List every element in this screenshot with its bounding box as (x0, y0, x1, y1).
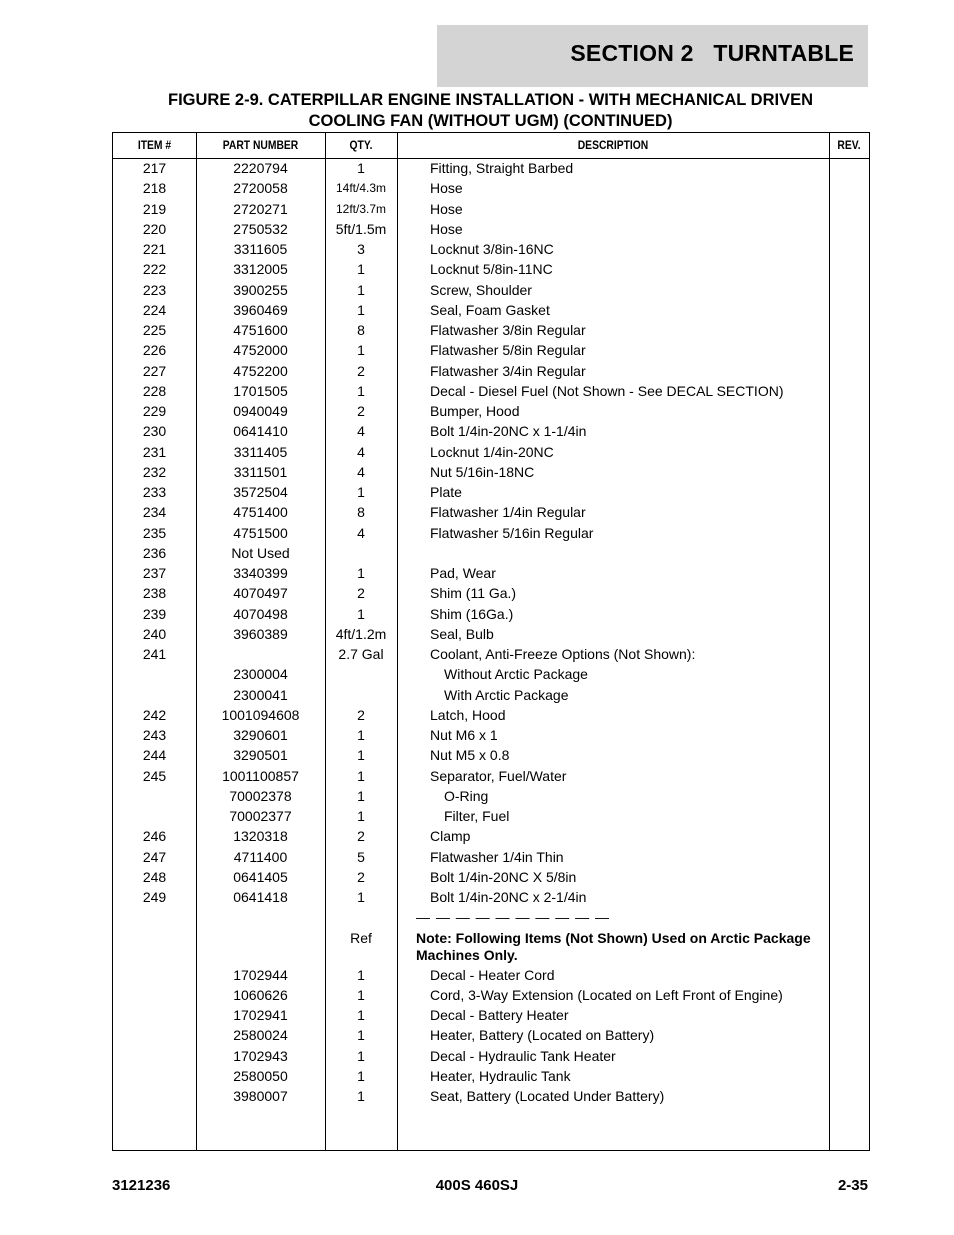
part-number: 0641405 (233, 868, 288, 885)
part-number: Not Used (231, 544, 290, 561)
table-row (113, 786, 869, 806)
table-row (113, 965, 869, 985)
part-number: 3572504 (233, 484, 288, 500)
description: Clamp (430, 828, 471, 845)
item-number: 218 (142, 180, 167, 197)
item-number: 233 (142, 484, 167, 500)
part-number: 3900255 (233, 281, 288, 298)
figure-title-line-2: COOLING FAN (WITHOUT UGM) (CONTINUED) (308, 112, 673, 130)
table-row (113, 421, 869, 441)
part-number: 0940049 (233, 403, 288, 419)
description: Cord, 3-Way Extension (Located on Left Front of Engine) (430, 986, 783, 1003)
item-number: 248 (142, 868, 167, 885)
item-number: 224 (142, 301, 167, 318)
item-number: 243 (142, 727, 167, 743)
part-number: 0641410 (233, 423, 288, 440)
table-row (113, 1025, 869, 1045)
footer-document-number: 3121236 (112, 1177, 171, 1194)
footer-model: 400S 460SJ (435, 1177, 519, 1194)
table-row (113, 280, 869, 300)
description: Locknut 3/8in-16NC (430, 241, 554, 257)
part-number: 1702943 (233, 1047, 288, 1064)
item-number: 227 (142, 362, 167, 379)
table-row (113, 320, 869, 340)
description: — — — — — — — — — — (416, 909, 611, 926)
description: Bolt 1/4in-20NC x 1-1/4in (430, 423, 587, 440)
description: With Arctic Package (444, 686, 569, 703)
section-title: SECTION 2 TURNTABLE (570, 40, 854, 66)
quantity: 1 (357, 160, 365, 176)
part-number: 2300004 (233, 666, 288, 683)
description: Screw, Shoulder (430, 281, 532, 298)
description: Locknut 1/4in-20NC (430, 443, 554, 460)
description: Heater, Hydraulic Tank (430, 1067, 571, 1084)
item-number: 217 (142, 160, 167, 176)
description: Nut 5/16in-18NC (430, 463, 535, 480)
part-number: 2750532 (233, 220, 288, 237)
item-number: 231 (142, 443, 167, 460)
part-number: 70002378 (229, 787, 292, 804)
item-number: 247 (142, 848, 167, 865)
table-row (113, 907, 869, 927)
part-number: 3980007 (233, 1088, 288, 1104)
description: Decal - Heater Cord (430, 966, 555, 983)
quantity: 1 (357, 986, 365, 1003)
part-number: 4711400 (233, 848, 288, 865)
table-row (113, 502, 869, 522)
quantity: 1 (357, 1007, 365, 1023)
description: Seal, Foam Gasket (430, 301, 550, 318)
part-number: 1702944 (233, 966, 288, 983)
table-row (113, 340, 869, 360)
description: Nut M5 x 0.8 (430, 747, 510, 764)
part-number: 2580050 (233, 1067, 288, 1084)
quantity: 1 (357, 605, 365, 622)
description: Separator, Fuel/Water (430, 767, 567, 784)
description: Locknut 5/8in-11NC (430, 261, 553, 278)
item-number: 234 (142, 504, 167, 521)
quantity: Ref (350, 929, 372, 946)
part-number: 3290601 (233, 727, 288, 743)
table-row (113, 543, 869, 563)
description: Without Arctic Package (444, 666, 588, 683)
quantity: 4 (357, 463, 365, 480)
quantity: 4ft/1.2m (335, 625, 387, 642)
part-number: 2300041 (233, 686, 288, 703)
quantity: 2 (357, 828, 365, 845)
header-qty: QTY. (349, 138, 373, 152)
description: Seal, Bulb (430, 625, 494, 642)
quantity: 1 (357, 1067, 365, 1084)
quantity: 1 (357, 808, 365, 824)
part-number: 2720058 (233, 180, 288, 197)
table-row (113, 361, 869, 381)
item-number: 222 (142, 261, 167, 278)
table-row (113, 985, 869, 1005)
part-number: 4751400 (233, 504, 288, 521)
part-number: 4751600 (233, 322, 288, 338)
part-number: 4070497 (233, 585, 288, 602)
part-number: 2720271 (233, 200, 288, 217)
item-number: 236 (142, 544, 167, 561)
part-number: 1701505 (233, 382, 288, 399)
table-row (113, 1066, 869, 1086)
header-part-number: PART NUMBER (222, 138, 299, 152)
quantity: 1 (357, 484, 365, 500)
part-number: 4752200 (233, 362, 288, 379)
item-number: 230 (142, 423, 167, 440)
description: Hose (430, 200, 463, 217)
description: Note: Following Items (Not Shown) Used on Arctic Package Machines Only. (416, 929, 811, 963)
table-row (113, 604, 869, 624)
description: Latch, Hood (430, 706, 506, 723)
quantity: 2 (357, 868, 365, 885)
part-number: 1060626 (233, 986, 288, 1003)
description: Decal - Hydraulic Tank Heater (430, 1047, 616, 1064)
part-number: 4752000 (233, 342, 288, 359)
quantity: 12ft/3.7m (335, 201, 387, 216)
item-number: 232 (142, 463, 167, 480)
table-row (113, 523, 869, 543)
table-row (113, 1005, 869, 1025)
description: Flatwasher 1/4in Regular (430, 504, 586, 521)
table-row (113, 685, 869, 705)
table-row (113, 259, 869, 279)
item-number: 221 (142, 241, 167, 257)
description: Bumper, Hood (430, 403, 520, 419)
header-item: ITEM # (137, 138, 172, 152)
table-row (113, 928, 869, 965)
item-number: 245 (142, 767, 167, 784)
table-row (113, 867, 869, 887)
table-row (113, 644, 869, 664)
part-number: 1001100857 (222, 767, 299, 784)
part-number: 1320318 (233, 828, 288, 845)
table-row (113, 219, 869, 239)
table-row (113, 482, 869, 502)
quantity: 1 (357, 281, 365, 298)
table-row (113, 401, 869, 421)
header-rev: REV. (837, 138, 861, 152)
table-row (113, 705, 869, 725)
description: Flatwasher 5/8in Regular (430, 342, 586, 359)
quantity: 1 (357, 787, 365, 804)
table-row (113, 381, 869, 401)
table-row (113, 624, 869, 644)
part-number: 0641418 (233, 889, 288, 905)
item-number: 237 (142, 565, 167, 581)
table-row (113, 563, 869, 583)
figure-title-line-1: FIGURE 2-9. CATERPILLAR ENGINE INSTALLATION - WITH MECHANICAL DRIVEN (167, 91, 814, 109)
description: Seat, Battery (Located Under Battery) (430, 1088, 665, 1104)
quantity: 1 (357, 1088, 365, 1104)
part-number: 70002377 (229, 808, 292, 824)
table-row (113, 725, 869, 745)
quantity: 1 (357, 889, 365, 905)
header-description: DESCRIPTION (577, 138, 649, 152)
description: Flatwasher 1/4in Thin (430, 848, 564, 865)
section-banner (437, 25, 868, 87)
part-number: 3960469 (233, 301, 288, 318)
table-row (113, 158, 869, 178)
description: Flatwasher 5/16in Regular (430, 524, 594, 541)
item-number: 241 (142, 646, 167, 662)
item-number: 238 (142, 585, 167, 602)
part-number: 2220794 (233, 160, 288, 176)
table-row (113, 1046, 869, 1066)
quantity: 1 (357, 342, 365, 359)
part-number: 4751500 (233, 524, 288, 541)
description: O-Ring (444, 787, 489, 804)
table-row (113, 826, 869, 846)
quantity: 1 (357, 767, 365, 784)
item-number: 246 (142, 828, 167, 845)
table-row (113, 199, 869, 219)
item-number: 235 (142, 524, 167, 541)
description: Hose (430, 180, 463, 197)
part-number: 1702941 (233, 1007, 288, 1023)
table-row (113, 887, 869, 907)
description: Nut M6 x 1 (430, 727, 498, 743)
quantity: 5ft/1.5m (335, 220, 387, 237)
part-number: 4070498 (233, 605, 288, 622)
part-number: 3340399 (233, 565, 288, 581)
quantity: 1 (357, 727, 365, 743)
description: Plate (430, 484, 462, 500)
part-number: 3312005 (233, 261, 288, 278)
table-row (113, 806, 869, 826)
quantity: 8 (357, 504, 365, 521)
part-number: 3311501 (233, 463, 288, 480)
quantity: 2 (357, 403, 365, 419)
item-number: 219 (142, 200, 167, 217)
table-row (113, 442, 869, 462)
item-number: 225 (142, 322, 167, 338)
quantity: 1 (357, 1047, 365, 1064)
part-number: 3290501 (233, 747, 288, 764)
quantity: 4 (357, 524, 365, 541)
part-number: 3311405 (233, 443, 288, 460)
part-number: 1001094608 (221, 706, 300, 723)
description: Flatwasher 3/4in Regular (430, 362, 586, 379)
part-number: 3311605 (233, 241, 288, 257)
quantity: 1 (357, 301, 365, 318)
quantity: 14ft/4.3m (335, 181, 387, 196)
description: Fitting, Straight Barbed (430, 160, 574, 176)
quantity: 3 (357, 241, 365, 257)
description: Heater, Battery (Located on Battery) (430, 1027, 655, 1044)
quantity: 4 (357, 443, 365, 460)
description: Shim (11 Ga.) (430, 585, 517, 602)
quantity: 1 (357, 565, 365, 581)
description: Filter, Fuel (444, 808, 510, 824)
table-row (113, 766, 869, 786)
description: Hose (430, 220, 463, 237)
description: Decal - Battery Heater (430, 1007, 569, 1023)
description: Pad, Wear (430, 565, 496, 581)
quantity: 2 (357, 706, 365, 723)
description: Bolt 1/4in-20NC x 2-1/4in (430, 889, 587, 905)
description: Shim (16Ga.) (430, 605, 514, 622)
item-number: 244 (142, 747, 167, 764)
quantity: 1 (357, 382, 365, 399)
quantity: 1 (357, 1027, 365, 1044)
item-number: 249 (142, 889, 167, 905)
item-number: 228 (142, 382, 167, 399)
description: Bolt 1/4in-20NC X 5/8in (430, 868, 577, 885)
part-number: 3960389 (233, 625, 288, 642)
table-row (113, 239, 869, 259)
quantity: 2.7 Gal (338, 646, 384, 662)
item-number: 229 (142, 403, 167, 419)
table-row (113, 1086, 869, 1106)
description: Coolant, Anti-Freeze Options (Not Shown): (430, 646, 696, 662)
quantity: 2 (357, 362, 365, 379)
description: Decal - Diesel Fuel (Not Shown - See DECAL SECTION) (430, 382, 784, 399)
quantity: 1 (357, 261, 365, 278)
part-number: 2580024 (233, 1027, 288, 1044)
quantity: 1 (357, 747, 365, 764)
item-number: 223 (142, 281, 167, 298)
item-number: 242 (142, 706, 167, 723)
quantity: 5 (357, 848, 365, 865)
item-number: 240 (142, 625, 167, 642)
table-row (113, 745, 869, 765)
quantity: 8 (357, 322, 365, 338)
table-row (113, 583, 869, 603)
table-row (113, 847, 869, 867)
item-number: 220 (142, 220, 167, 237)
table-row (113, 664, 869, 684)
table-row (113, 300, 869, 320)
table-body (113, 158, 869, 1106)
parts-table (112, 132, 870, 1151)
table-row (113, 462, 869, 482)
item-number: 239 (142, 605, 167, 622)
table-row (113, 178, 869, 198)
description: Flatwasher 3/8in Regular (430, 322, 586, 338)
quantity: 4 (357, 423, 365, 440)
quantity: 2 (357, 585, 365, 602)
item-number: 226 (142, 342, 167, 359)
quantity: 1 (357, 966, 365, 983)
footer-page-number: 2-35 (837, 1177, 868, 1194)
